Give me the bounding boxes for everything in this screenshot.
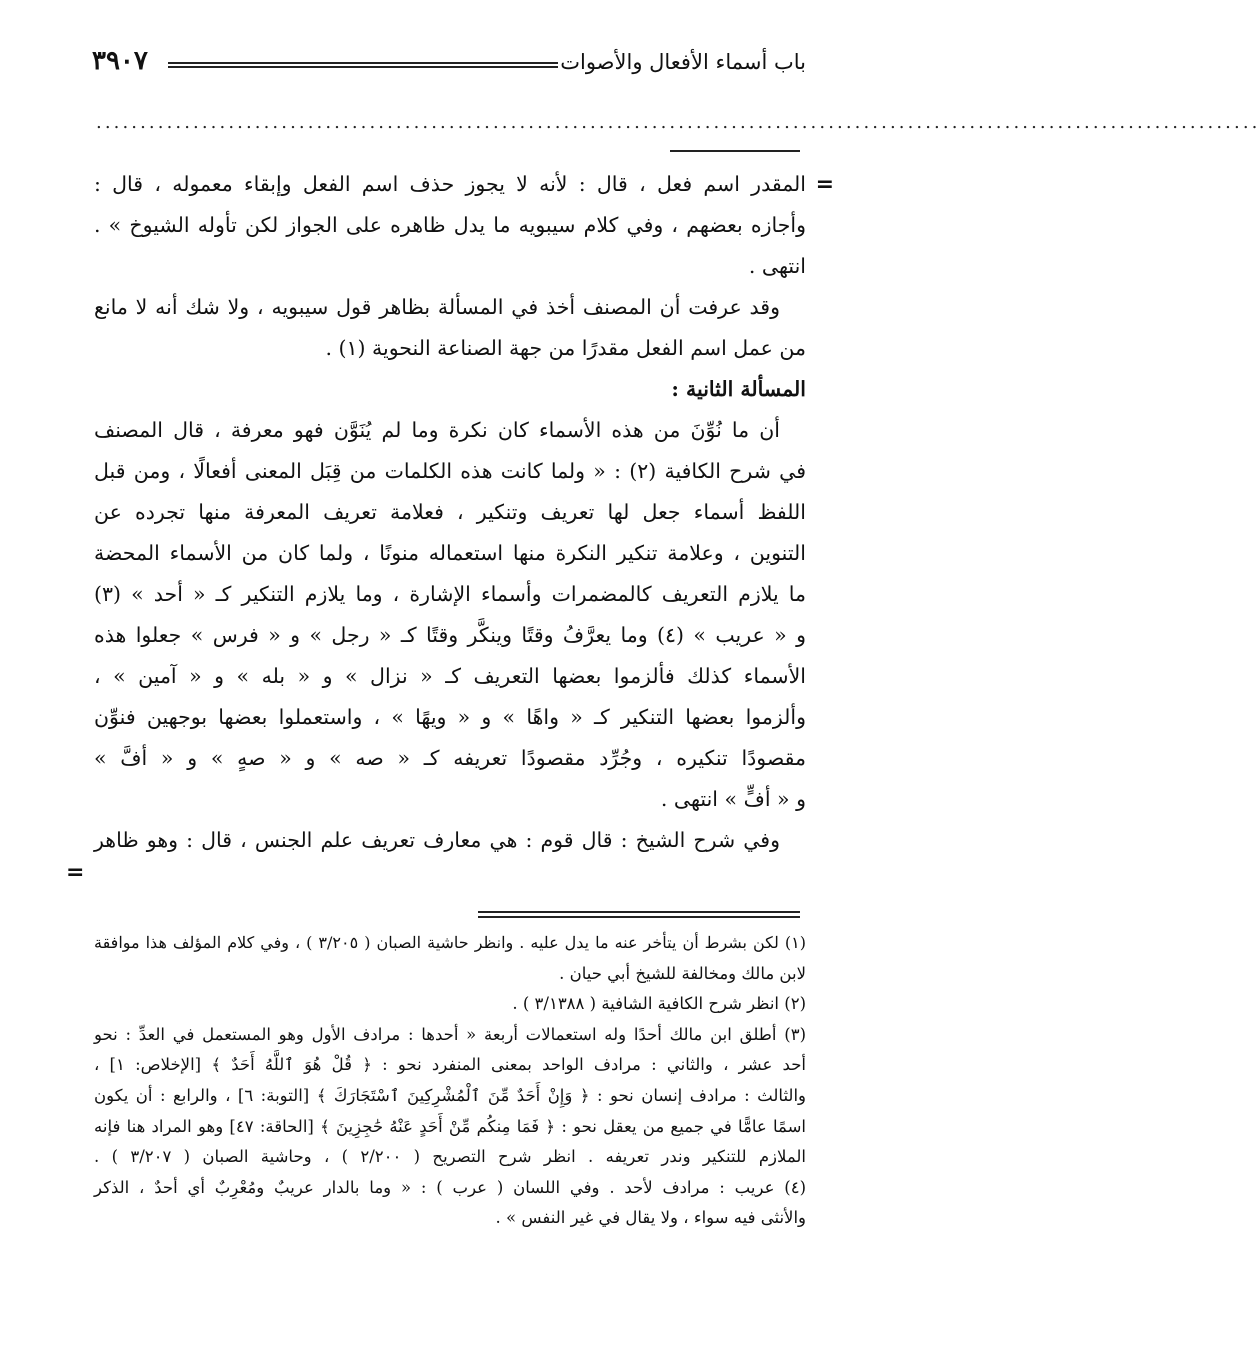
text-line: اللفظ أسماء جعل لها تعريف وتنكير ، فعلامة تعريف المعرفة منها تجرده عن [94, 500, 806, 524]
running-header [92, 44, 806, 84]
text-line: و « أفٍّ » انتهى . [660, 787, 806, 811]
footnote-line: اسمًا عامًّا في جميع من يعقل نحو : ﴿ فَمَا مِنكُم مِّنْ أَحَدٍ عَنْهُ حَٰجِزِينَ ﴾ [الحاقة: ٤٧] وهو المراد هنا فإنه [94, 1116, 806, 1136]
text-line: في شرح الكافية (٢) : « ولما كانت هذه الكلمات من قِبَل المعنى أفعالًا ، ومن قبل [94, 459, 807, 483]
main-text [94, 164, 806, 861]
footnotes [94, 928, 806, 1234]
continuation-mark-bottom: = [66, 860, 85, 885]
footnote-line: (١) لكن بشرط أن يتأخر عنه ما يدل عليه . وانظر حاشية الصبان ( ٣/٢٠٥ ) ، وفي كلام المؤلف هذا موافقة [94, 933, 806, 952]
text-line: المقدر اسم فعل ، قال : لأنه لا يجوز حذف اسم الفعل وإبقاء معموله ، قال : [94, 172, 806, 196]
text-line: من عمل اسم الفعل مقدرًا من جهة الصناعة النحوية (١) . [325, 336, 806, 360]
continuation-mark-top: = [815, 172, 834, 197]
footnote-line: والأنثى فيه سواء ، ولا يقال في غير النفس » . [495, 1208, 806, 1228]
text-line: وقد عرفت أن المصنف أخذ في المسألة بظاهر قول سيبويه ، ولا شك أنه لا مانع [94, 295, 780, 319]
section-heading: المسألة الثانية : [671, 377, 806, 401]
page-number: ٣٩٠٧ [92, 46, 148, 76]
text-line: وفي شرح الشيخ : قال قوم : هي معارف تعريف علم الجنس ، قال : وهو ظاهر [94, 828, 780, 852]
text-line: التنوين ، وعلامة تنكير النكرة منها استعماله منونًا ، ولما كان من الأسماء المحضة [94, 541, 806, 565]
footnote-rule [478, 911, 800, 918]
footnote-line: الملازم للتنكير وندر تعريفه . انظر شرح التصريح ( ٢/٢٠٠ ) ، وحاشية الصبان ( ٣/٢٠٧ ) . [94, 1147, 807, 1167]
text-line: و « عريب » (٤) وما يعرَّفُ وقتًا وينكَّر وقتًا كـ « رجل » و « فرس » جعلوا هذه [94, 623, 806, 647]
text-line: انتهى . [748, 254, 806, 278]
footnote-line: والثالث : مرادف إنسان نحو : ﴿ وَإِنْ أَحَدٌ مِّنَ ٱلْمُشْرِكِينَ ٱسْتَجَارَكَ ﴾ [التوبة: ٦] ، والرابع : أن يكون [94, 1085, 806, 1105]
footnote-line: (٣) أطلق ابن مالك أحدًا وله استعمالات أربعة « أحدها : مرادف الأول وهو المستعمل في العدِّ : نحو [94, 1024, 806, 1044]
text-line: أن ما نُوِّنَ من هذه الأسماء كان نكرة وما لم يُنَوَّن فهو معرفة ، قال المصنف [94, 418, 780, 442]
dotted-separator: .................................................................................................................................... [96, 112, 1260, 133]
text-line: وأجازه بعضهم ، وفي كلام سيبويه ما يدل ظاهره على الجواز لكن تأوله الشيوخ » . [94, 213, 806, 237]
footnote-line: (٢) انظر شرح الكافية الشافية ( ٣/١٣٨٨ ) . [512, 994, 806, 1014]
text-line: مقصودًا تنكيره ، وجُرِّد مقصودًا تعريفه كـ « صه » و « صهٍ » و « أفَّ » [94, 746, 806, 770]
chapter-title: باب أسماء الأفعال والأصوات [560, 50, 806, 74]
header-rule [168, 62, 558, 68]
text-line: ما يلازم التعريف كالمضمرات وأسماء الإشارة ، وما يلازم التنكير كـ « أحد » (٣) [94, 582, 806, 606]
footnote-line: لابن مالك ومخالفة للشيخ أبي حيان . [559, 963, 806, 983]
text-line: الأسماء كذلك فألزموا بعضها التعريف كـ « نزال » و « بله » و « آمين » ، [94, 664, 806, 688]
footnote-line: (٤) عريب : مرادف لأحد . وفي اللسان ( عرب ) : « وما بالدار عريبٌ ومُعْرِبٌ أي أحدٌ ، الذكر [94, 1177, 806, 1197]
top-rule [670, 150, 800, 152]
footnote-line: أحد عشر ، والثاني : مرادف الواحد بمعنى المنفرد نحو : ﴿ قُلْ هُوَ ٱللَّهُ أَحَدٌ ﴾ [الإخلاص: ١] ، [94, 1055, 806, 1075]
text-line: وألزموا بعضها التنكير كـ « واهًا » و « ويهًا » ، واستعملوا بعضها بوجهين فنوِّن [94, 705, 806, 729]
